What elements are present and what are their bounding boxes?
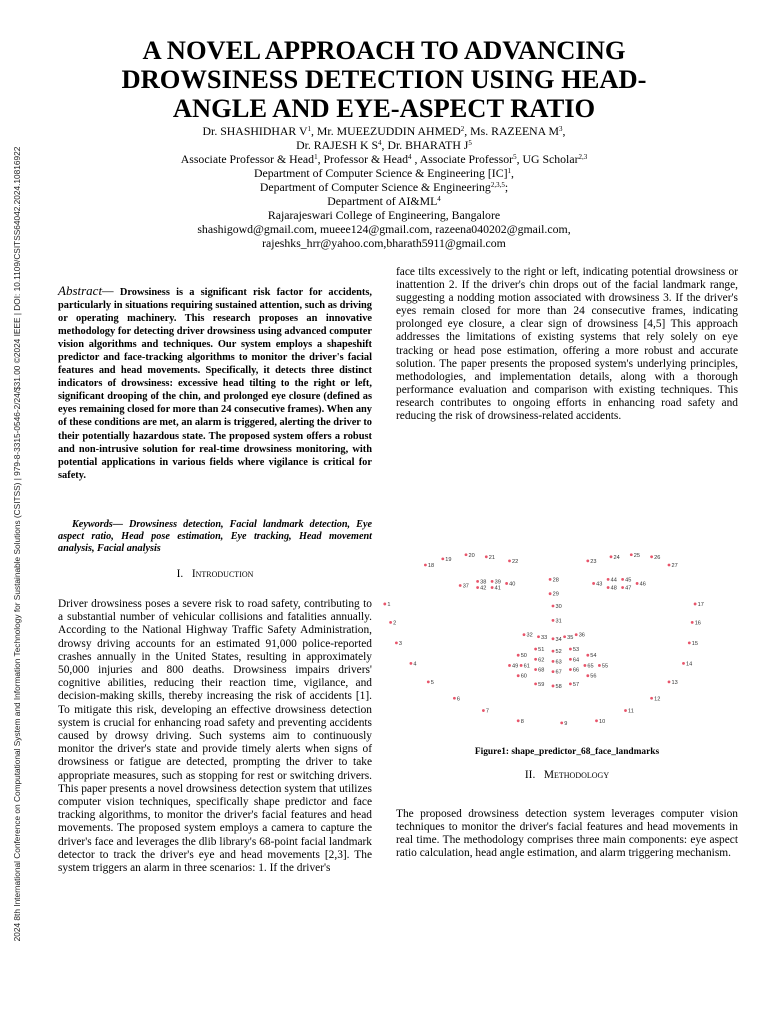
- landmark-point: [517, 654, 520, 657]
- landmark-point: [552, 605, 555, 608]
- affiliation-line: Department of Computer Science & Engineering [IC]$^1$,: [253, 166, 514, 180]
- keywords: [58, 519, 372, 556]
- landmark-label: 5: [430, 679, 434, 686]
- landmark-label: 14: [686, 661, 693, 668]
- landmark-label: 60: [520, 673, 527, 680]
- abstract-lead: Abstract—: [58, 283, 114, 298]
- landmark-point: [552, 637, 555, 640]
- landmark-point: [476, 586, 479, 589]
- landmark-point: [491, 580, 494, 583]
- title-line: DROWSINESS DETECTION USING HEAD-: [121, 64, 647, 94]
- landmark-point: [517, 674, 520, 677]
- landmark-label: 48: [610, 585, 617, 592]
- landmark-label: 51: [538, 647, 545, 654]
- landmark-label: 15: [691, 640, 699, 647]
- section-heading-methodology: II. Methodology: [524, 769, 610, 781]
- landmark-point: [610, 555, 613, 558]
- landmark-label: 53: [572, 647, 580, 654]
- landmark-label: 11: [628, 708, 634, 715]
- landmark-label: 62: [538, 657, 545, 664]
- landmark-label: 45: [625, 577, 632, 584]
- landmark-label: 66: [572, 667, 580, 674]
- landmark-label: 18: [427, 563, 435, 569]
- landmark-label: 13: [671, 679, 678, 686]
- landmark-point: [482, 709, 485, 712]
- landmark-point: [424, 564, 427, 567]
- landmark-label: 64: [572, 657, 580, 664]
- landmark-label: 63: [555, 659, 562, 666]
- landmark-point: [534, 683, 537, 686]
- landmark-label: 27: [671, 563, 678, 569]
- methodology-text: [396, 808, 738, 860]
- landmark-label: 41: [494, 585, 501, 592]
- facial-landmarks-figure: [387, 520, 738, 740]
- author-roles-line: Associate Professor & Head$^1$, Professor & Head$^4$ , Associate Professor$^5$, UG Scholar$^{2,3}$: [180, 152, 588, 166]
- landmark-label: 28: [552, 577, 559, 584]
- landmark-label: 43: [596, 581, 603, 588]
- landmark-point: [691, 621, 694, 624]
- landmark-label: 23: [590, 558, 597, 565]
- landmark-point: [427, 680, 430, 683]
- landmark-label: 58: [555, 683, 562, 690]
- landmark-point: [650, 555, 653, 558]
- landmark-point: [592, 582, 595, 585]
- landmark-point: [563, 635, 566, 638]
- landmark-label: 46: [639, 581, 646, 588]
- landmark-point: [410, 662, 413, 665]
- keywords-text: Keywords— Drowsiness detection, Facial landmark detection, Eye aspect ratio, Head pose estimation, Eye tracking, Head movement analysis, Facial analysis: [58, 519, 372, 555]
- introduction-paragraph: Driver drowsiness poses a severe risk to road safety, contributing to a substantial number of vehicular collisions and fatalities annually. According to the National Highway Traffic Safety Administration, drowsy driving accounts for an estimated 91,000 police-reported crashes annually in the United States, resulting in approximately 50,000 injuries and 800 deaths. Drowsiness impairs drivers' cognitive abilities, reducing their reaction time, vigilance, and decision-making skills, thereby increasing the risk of accidents [1]. To mitigate this risk, developing an effective drowsiness detection system is crucial for enhancing road safety and preventing accidents caused by drowsy driving. Such systems aim to continuously monitor the driver's state and provide timely alerts when signs of drowsiness or fatigue are detected, prompting the driver to take appropriate measures, such as stopping for rest or switching drivers. This paper presents a novel drowsiness detection system that utilizes computer vision techniques, specifically shape predictor and face tracking algorithms, to monitor the driver's facial features and head movements. The proposed system employs a camera to capture the driver's face and leverages the dlib library's 68-point facial landmark detector to track the driver's eye and head movements [2,3]. The system triggers an alarm in three scenarios: 1. If the driver's: [58, 598, 372, 875]
- landmark-point: [569, 658, 572, 661]
- landmark-point: [508, 664, 511, 667]
- landmark-label: 25: [633, 552, 641, 559]
- landmark-point: [569, 668, 572, 671]
- landmark-point: [534, 648, 537, 651]
- paper-title: [100, 36, 668, 123]
- landmark-label: 59: [538, 681, 545, 688]
- landmark-point: [607, 586, 610, 589]
- landmark-label: 30: [555, 604, 562, 610]
- landmark-label: 21: [488, 554, 496, 561]
- landmark-point: [636, 582, 639, 585]
- landmark-point: [598, 664, 601, 667]
- title-line: ANGLE AND EYE-ASPECT RATIO: [172, 93, 596, 123]
- conference-sidebar: [10, 108, 24, 980]
- landmark-label: 61: [523, 663, 530, 670]
- landmark-point: [630, 553, 633, 556]
- landmark-label: 16: [694, 620, 701, 627]
- landmark-label: 56: [590, 673, 597, 680]
- landmark-label: 32: [526, 632, 533, 639]
- landmark-label: 52: [555, 649, 562, 656]
- landmark-label: 20: [468, 552, 475, 559]
- author-names-line: Dr. SHASHIDHAR $V^1$, Mr. MUEEZUDDIN AHMED$^2$, Ms. RAZEENA $M^3$,: [202, 124, 566, 138]
- landmark-label: 42: [480, 585, 487, 592]
- landmark-point: [694, 603, 697, 606]
- landmark-label: 9: [564, 720, 568, 727]
- landmark-label: 57: [572, 681, 580, 688]
- landmark-point: [459, 584, 462, 587]
- landmark-point: [607, 578, 610, 581]
- landmark-point: [549, 592, 552, 595]
- title-line: A NOVEL APPROACH TO ADVANCING: [142, 35, 626, 65]
- landmark-label: 55: [601, 663, 609, 670]
- landmark-label: 6: [456, 696, 461, 703]
- landmark-point: [523, 633, 526, 636]
- landmark-label: 26: [654, 554, 661, 561]
- landmark-label: 33: [541, 634, 548, 641]
- landmark-label: 37: [462, 583, 469, 590]
- landmark-point: [441, 557, 444, 560]
- landmark-label: 3: [398, 640, 403, 647]
- landmark-label: 8: [520, 718, 524, 725]
- author-block: [84, 124, 684, 250]
- landmark-point: [668, 564, 671, 567]
- landmark-point: [453, 697, 456, 700]
- landmark-point: [534, 668, 537, 671]
- landmark-point: [383, 603, 386, 606]
- landmark-point: [476, 580, 479, 583]
- landmark-label: 10: [599, 718, 606, 725]
- landmark-label: 47: [625, 585, 632, 592]
- landmark-point: [586, 654, 589, 657]
- institution-line: Rajarajeswari College of Engineering, Bangalore: [267, 208, 501, 222]
- landmark-point: [552, 670, 555, 673]
- landmark-point: [520, 664, 523, 667]
- landmark-point: [491, 586, 494, 589]
- landmark-point: [688, 642, 691, 645]
- email-line: rajeshks_hrr@yahoo.com,bharath5911@gmail.com: [262, 236, 506, 250]
- introduction-paragraph-continued: face tilts excessively to the right or left, indicating potential drowsiness or inattention 2. If the driver's chin drops out of the facial landmark range, suggesting a nodding motion associated with drowsiness 3. If the driver's eyes remain closed for more than 24 consecutive frames, indicating prolonged eye closure, a clear sign of drowsiness [4,5] This approach addresses the limitations of existing systems that rely solely on eye tracking or head pose estimation, offering a more robust and accurate solution. The paper presents the proposed system's underlying principles, methodologies, and implementation details, along with a thorough performance evaluation and comparison with existing techniques. This research contributes to ongoing efforts in enhancing road safety and reducing the risk of drowsiness-related accidents.: [396, 266, 738, 423]
- affiliation-line: Department of Computer Science & Engineering$^{2,3,5}$;: [259, 180, 509, 194]
- landmark-point: [569, 683, 572, 686]
- facial-landmarks-plot: [387, 520, 738, 740]
- landmark-point: [552, 660, 555, 663]
- landmark-point: [682, 662, 685, 665]
- landmark-label: 40: [509, 581, 516, 588]
- landmark-point: [485, 555, 488, 558]
- landmark-point: [569, 648, 572, 651]
- landmark-label: 17: [697, 601, 704, 608]
- landmark-label: 39: [494, 579, 501, 586]
- landmark-label: 50: [520, 653, 527, 660]
- landmark-point: [621, 578, 624, 581]
- landmark-label: 1: [387, 601, 391, 608]
- landmark-point: [621, 586, 624, 589]
- landmark-point: [508, 560, 511, 563]
- landmark-point: [624, 709, 627, 712]
- abstract: [58, 284, 372, 482]
- email-line: shashigowd@gmail.com, mueee124@gmail.com, razeena040202@gmail.com,: [197, 222, 571, 236]
- landmark-point: [575, 633, 578, 636]
- landmark-point: [537, 635, 540, 638]
- abstract-body: Drowsiness is a significant risk factor for accidents, particularly in situations requiring sustained attention, such as driving or operating machinery. This research proposes an innovative methodology for detecting driver drowsiness using advanced computer vision algorithms and techniques. Our system employs a shapeshift predictor and face-tracking algorithms to monitor the driver's facial features and head movements. Specifically, it detects three distinct indicators of drowsiness: excessive head tilting to the right or left, significant drooping of the chin, and prolonged eye closure (defined as eyes remaining closed for more than 24 consecutive frames). When any of these conditions are met, an alarm is triggered, alerting the driver to their potentially hazardous state. The proposed system offers a robust and non-intrusive solution for real-time drowsiness monitoring, with potential applications in various fields where vigilance is critical for safety.: [58, 287, 372, 481]
- landmark-label: 19: [445, 556, 452, 563]
- landmark-label: 4: [413, 661, 417, 668]
- landmark-point: [560, 721, 563, 724]
- landmark-label: 12: [654, 696, 661, 703]
- landmark-label: 49: [512, 663, 519, 670]
- landmark-label: 67: [555, 669, 562, 676]
- landmark-label: 2: [393, 620, 397, 627]
- landmark-point: [552, 685, 555, 688]
- landmark-label: 68: [538, 667, 545, 674]
- landmark-point: [552, 619, 555, 622]
- landmark-label: 22: [512, 558, 519, 565]
- landmark-label: 54: [590, 653, 597, 660]
- landmark-label: 36: [578, 632, 585, 639]
- landmark-label: 7: [485, 708, 490, 715]
- landmark-point: [595, 719, 598, 722]
- landmark-point: [389, 621, 392, 624]
- landmark-label: 29: [552, 591, 559, 598]
- landmark-label: 35: [567, 634, 574, 641]
- landmark-point: [505, 582, 508, 585]
- landmark-point: [552, 650, 555, 653]
- figure-caption: Figure1: shape_predictor_68_face_landmarks: [474, 747, 660, 757]
- author-names-line: Dr. RAJESH K $S^4$, Dr. BHARATH $J^5$: [296, 138, 472, 152]
- introduction-continued: [396, 266, 738, 423]
- landmark-label: 31: [555, 618, 562, 625]
- landmark-label: 24: [613, 554, 620, 561]
- landmark-point: [584, 664, 587, 667]
- methodology-paragraph: The proposed drowsiness detection system leverages computer vision techniques to monitor the driver's facial features and head movements in real time. The methodology comprises three main components: eye aspect ratio calculation, head angle estimation, and alarm triggering mechanism.: [396, 808, 738, 860]
- landmark-label: 38: [480, 579, 487, 586]
- landmark-point: [465, 553, 468, 556]
- landmark-point: [586, 560, 589, 563]
- landmark-point: [586, 674, 589, 677]
- landmark-point: [549, 578, 552, 581]
- landmark-label: 34: [555, 636, 562, 643]
- landmark-label: 44: [610, 577, 617, 584]
- landmark-point: [534, 658, 537, 661]
- affiliation-line: Department of $AI\&ML^4$: [327, 194, 441, 208]
- landmark-point: [517, 719, 520, 722]
- landmark-label: 65: [587, 663, 594, 670]
- landmark-point: [650, 697, 653, 700]
- landmark-point: [395, 642, 398, 645]
- introduction-text: [58, 598, 372, 875]
- conference-doi-text: 2024 8th International Conference on Computational System and Information Technology for Sustainable Solutions (CSITSS) | 979-8-3315-0546-2/24/$31.00 ©2024 IEEE | DOI: 10.1109/CSITSS64042.2024.10816922: [12, 146, 22, 942]
- landmark-point: [668, 680, 671, 683]
- section-heading-introduction: I. Introduction: [176, 568, 254, 580]
